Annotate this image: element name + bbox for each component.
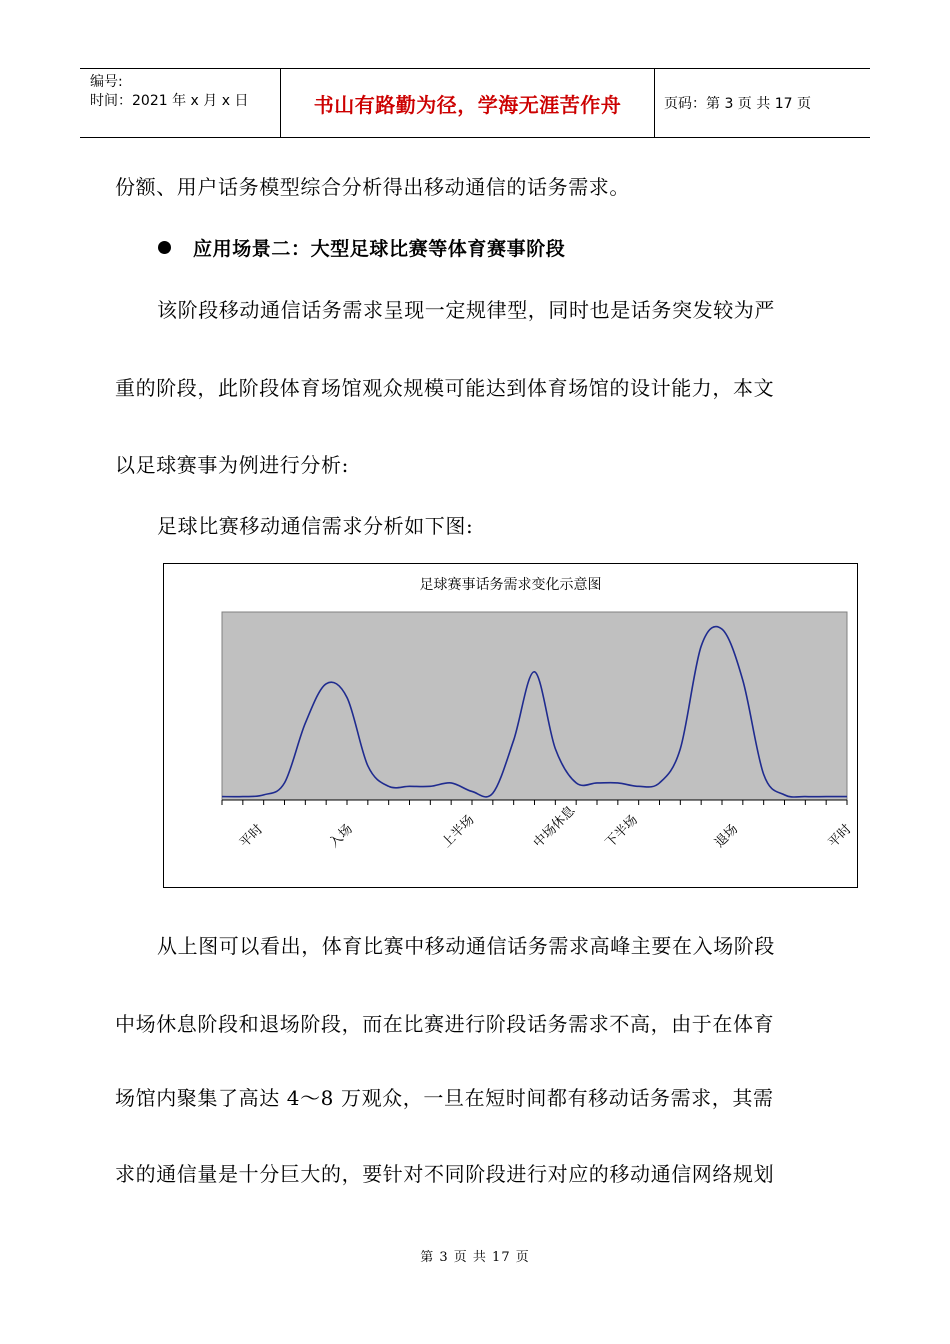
body-line: 份额、用户话务模型综合分析得出移动通信的话务需求。 bbox=[115, 175, 630, 199]
document-date: 时间：2021 年 x 月 x 日 bbox=[90, 93, 249, 109]
paragraph-line: 中场休息阶段和退场阶段，而在比赛进行阶段话务需求不高，由于在体育 bbox=[115, 1012, 775, 1036]
page-header bbox=[80, 68, 870, 138]
x-tick-label: 下半场 bbox=[602, 812, 641, 851]
x-tick-label: 入场 bbox=[326, 821, 356, 851]
x-tick-label: 上半场 bbox=[439, 812, 478, 851]
bullet-icon bbox=[158, 241, 171, 254]
section-heading bbox=[158, 234, 565, 261]
x-tick-label: 退场 bbox=[712, 821, 742, 851]
header-motto: 书山有路勤为径，学海无涯苦作舟 bbox=[313, 92, 622, 117]
document-number-label: 编号: bbox=[90, 74, 123, 90]
traffic-chart bbox=[163, 563, 858, 888]
header-meta bbox=[80, 69, 281, 137]
plot-area bbox=[222, 612, 847, 800]
paragraph-line: 以足球赛事为例进行分析: bbox=[115, 453, 349, 477]
chart-title: 足球赛事话务需求变化示意图 bbox=[419, 577, 602, 593]
x-tick-label: 平时 bbox=[825, 821, 855, 851]
x-tick-label: 中场休息 bbox=[530, 803, 579, 851]
paragraph-line: 从上图可以看出，体育比赛中移动通信话务需求高峰主要在入场阶段 bbox=[157, 934, 775, 958]
paragraph-line: 求的通信量是十分巨大的，要针对不同阶段进行对应的移动通信网络规划 bbox=[115, 1162, 775, 1186]
chart-canvas bbox=[164, 564, 857, 887]
x-tick-label: 平时 bbox=[237, 821, 267, 851]
header-page-info: 页码：第 3 页 共 17 页 bbox=[664, 96, 811, 112]
paragraph-line: 足球比赛移动通信需求分析如下图: bbox=[157, 514, 474, 538]
paragraph-line: 重的阶段，此阶段体育场馆观众规模可能达到体育场馆的设计能力，本文 bbox=[115, 376, 775, 400]
page-footer: 第 3 页 共 17 页 bbox=[420, 1250, 530, 1265]
section-heading-text: 应用场景二：大型足球比赛等体育赛事阶段 bbox=[193, 238, 566, 260]
header-motto-cell bbox=[281, 69, 655, 137]
paragraph-line: 该阶段移动通信话务需求呈现一定规律型，同时也是话务突发较为严 bbox=[157, 298, 775, 322]
paragraph-line: 场馆内聚集了高达 4～8 万观众，一旦在短时间都有移动话务需求，其需 bbox=[115, 1086, 774, 1110]
